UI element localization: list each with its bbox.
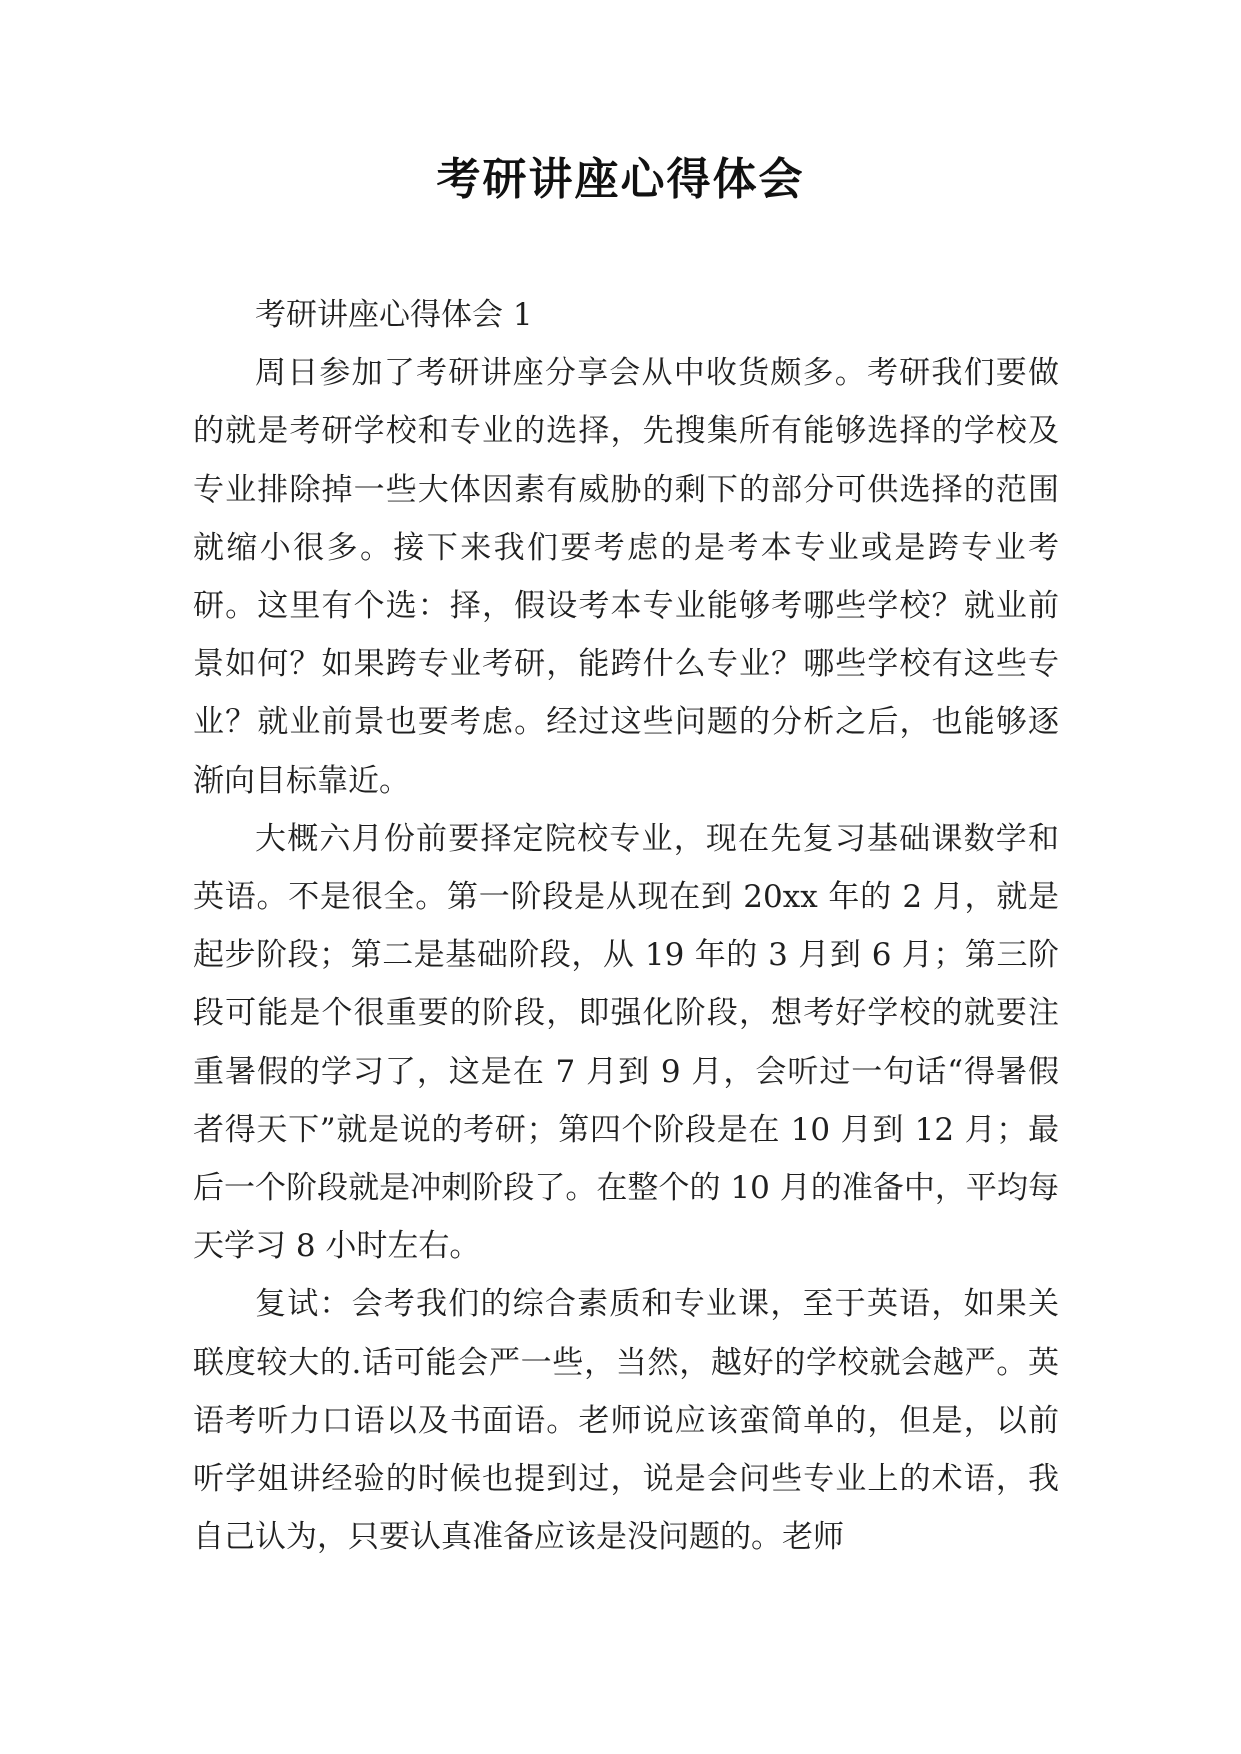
section-heading: 考研讲座心得体会 1 — [255, 297, 533, 333]
document-body — [193, 286, 1059, 1566]
paragraph-1: 周日参加了考研讲座分享会从中收货颇多。考研我们要做的就是考研学校和专业的选择，先搜集所有能够选择的学校及专业排除掉一些大体因素有威胁的剩下的部分可供选择的范围就缩小很多。接下来我们要考虑的是考本专业或是跨专业考研。这里有个选：择，假设考本专业能够考哪些学校？就业前景如何？如果跨专业考研，能跨什么专业？哪些学校有这些专业？就业前景也要考虑。经过这些问题的分析之后，也能够逐渐向目标靠近。 — [193, 355, 1059, 799]
document-title: 考研讲座心得体会 — [436, 154, 805, 205]
paragraph-3: 复试：会考我们的综合素质和专业课，至于英语，如果关联度较大的.话可能会严一些，当然，越好的学校就会越严。英语考听力口语以及书面语。老师说应该蛮简单的，但是，以前听学姐讲经验的时候也提到过，说是会问些专业上的术语，我自己认为，只要认真准备应该是没问题的。老师 — [193, 1286, 1059, 1556]
paragraph-2: 大概六月份前要择定院校专业，现在先复习基础课数学和英语。不是很全。第一阶段是从现在到 20xx 年的 2 月，就是起步阶段；第二是基础阶段，从 19 年的 3 月到 6 月；第三阶段可能是个很重要的阶段，即强化阶段，想考好学校的就要注重暑假的学习了，这是在 7 月到 9 月，会听过一句话“得暑假者得天下”就是说的考研；第四个阶段是在 10 月到 12 月；最后一个阶段就是冲刺阶段了。在整个的 10 月的准备中，平均每天学习 8 小时左右。 — [193, 820, 1059, 1265]
